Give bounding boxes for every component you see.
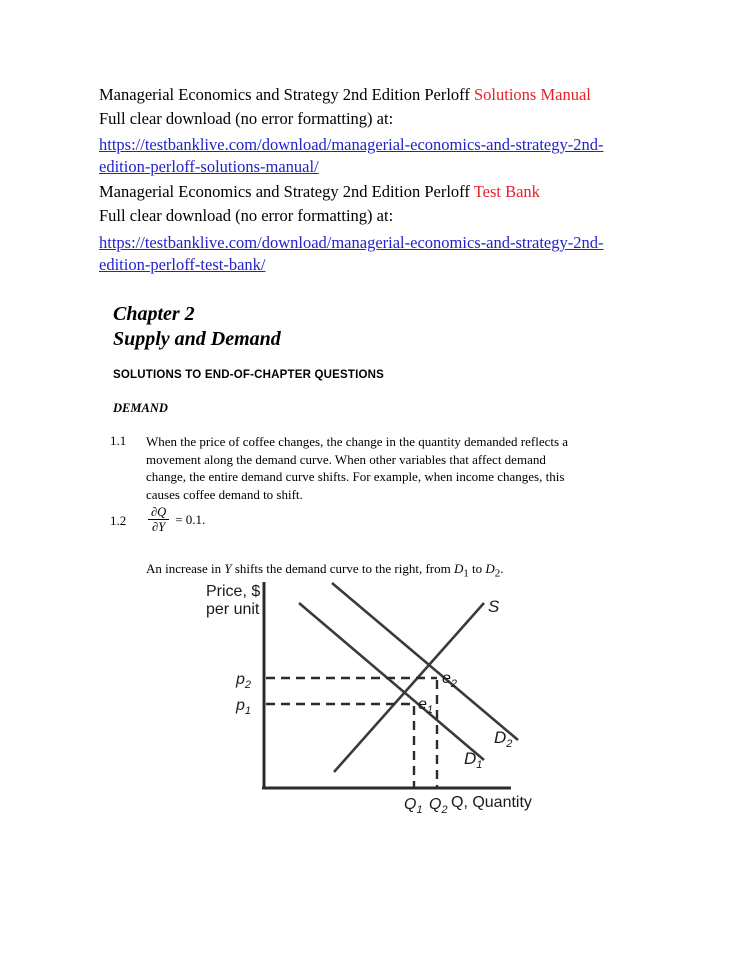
- solutions-section-heading: SOLUTIONS TO END-OF-CHAPTER QUESTIONS: [113, 369, 385, 381]
- question-answer-1-1: When the price of coffee changes, the change in the quantity demanded reflects a movement along the demand curve. When other variables that affect demand change, the entire demand curve shifts. For example, when income changes, this causes coffee demand to shift.: [146, 434, 569, 502]
- curve-label-supply: S: [488, 597, 500, 616]
- fraction: [148, 505, 169, 535]
- solutions-manual-link-part2[interactable]: edition-perloff-solutions-manual/: [99, 157, 319, 176]
- y-axis-label-line2: per unit: [206, 601, 260, 618]
- question-number-1-1: 1.1: [110, 433, 127, 448]
- header-line-solutions: [99, 83, 679, 107]
- curve-label-demand-2: $D_2$: [494, 728, 513, 750]
- demand-section-heading: DEMAND: [113, 401, 168, 415]
- y-tick-p1: $p_1$: [236, 697, 252, 717]
- header-line-download-1: Full clear download (no error formatting) at:: [99, 109, 394, 128]
- y-tick-p2: $p_2$: [236, 671, 252, 691]
- y-axis-label-line1: Price, $: [206, 583, 261, 600]
- x-tick-q2: $Q_2$: [429, 796, 448, 816]
- header-line-download-2: Full clear download (no error formatting) at:: [99, 206, 394, 225]
- header-badge-test-bank: Test Bank: [473, 182, 540, 201]
- solutions-manual-link-part1[interactable]: https://testbanklive.com/download/managerial-economics-and-strategy-2nd-: [99, 135, 604, 154]
- supply-demand-figure: [196, 578, 556, 818]
- x-axis-label: Q, Quantity: [451, 794, 532, 811]
- chapter-number: Chapter 2: [113, 303, 195, 325]
- partial-derivative-formula: [148, 505, 205, 535]
- equilibrium-label-e1: $e_1$: [418, 696, 434, 716]
- fraction-numerator: ∂Q: [151, 505, 167, 519]
- x-tick-q1: $Q_1$: [404, 796, 423, 816]
- curve-label-demand-1: $D_1$: [464, 749, 483, 771]
- chapter-heading: [113, 302, 281, 352]
- fraction-denominator: ∂Y: [152, 520, 166, 534]
- header-title-testbank: Managerial Economics and Strategy 2nd Edition Perloff: [99, 182, 474, 201]
- chapter-title: Supply and Demand: [113, 328, 281, 350]
- supply-demand-chart: [196, 578, 556, 818]
- header-title-solutions: Managerial Economics and Strategy 2nd Edition Perloff: [99, 85, 474, 104]
- demand-shift-sentence: An increase in Y shifts the demand curve to the right, from $D_1$ to $D_2$.: [146, 561, 504, 580]
- equilibrium-label-e2: $e_2$: [442, 670, 458, 690]
- header-line-testbank: [99, 180, 679, 204]
- test-bank-link-part1[interactable]: https://testbanklive.com/download/managerial-economics-and-strategy-2nd-: [99, 233, 604, 252]
- download-header: [99, 83, 679, 276]
- supply-curve-s: [334, 603, 484, 772]
- formula-result: = 0.1.: [175, 512, 206, 527]
- question-number-1-2: 1.2: [110, 513, 127, 528]
- header-badge-solutions-manual: Solutions Manual: [473, 85, 591, 104]
- test-bank-link-part2[interactable]: edition-perloff-test-bank/: [99, 255, 266, 274]
